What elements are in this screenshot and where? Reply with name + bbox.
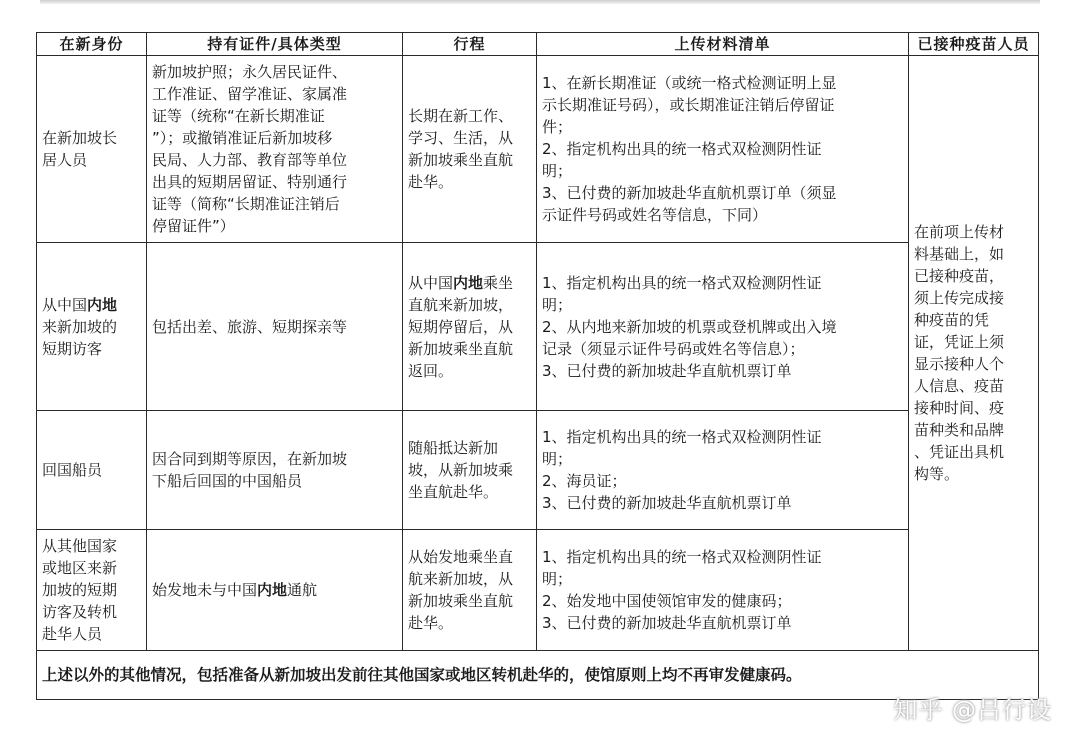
itinerary-cell: 随船抵达新加 坡，从新加坡乘 坐直航赴华。 — [403, 411, 537, 530]
identity-text: 来新加坡的 短期访客 — [42, 317, 118, 358]
materials-cell: 1、在新长期准证（或统一格式检测证明上显 示长期准证号码），或长期准证注销后停留证 件； 2、指定机构出具的统一格式双检测阴性证 明； 3、已付费的新加坡赴华直航机票订单（须显 示证件号码或姓名等信息，下同） — [537, 56, 909, 243]
identity-cell: 从其他国家 或地区来新 加坡的短期 访客及转机 赴华人员 — [37, 530, 147, 651]
certificate-cell: 新加坡护照；永久居民证件、 工作准证、留学准证、家属准 证等（统称“在新长期准证 ”）；或撤销准证后新加坡移 民局、人力部、教育部等单位 出具的短期居留证、特别通行 证等（简称“长期准证注销后 停留证件”） — [147, 56, 403, 243]
certificate-text: 始发地未与中国 — [152, 581, 258, 599]
footer-row — [37, 651, 1039, 700]
certificate-cell — [147, 530, 403, 651]
identity-emphasis: 内地 — [87, 295, 118, 314]
itinerary-text: 乘坐 直航来新加坡， 短期停留后，从 新加坡乘坐直航 返回。 — [408, 273, 514, 380]
header-itinerary: 行程 — [403, 33, 537, 56]
health-code-materials-table — [36, 32, 1039, 700]
materials-cell: 1、指定机构出具的统一格式双检测阴性证 明； 2、海员证； 3、已付费的新加坡赴华直航机票订单 — [537, 411, 909, 530]
identity-text: 从中国 — [42, 295, 88, 314]
zhihu-watermark: 知乎 @吕行设 — [893, 696, 1052, 724]
certificate-emphasis: 内地 — [257, 581, 288, 599]
itinerary-text: 从中国 — [408, 273, 454, 292]
certificate-text: 通航 — [287, 581, 318, 599]
itinerary-cell: 从始发地乘坐直 航来新加坡，从 新加坡乘坐直航 赴华。 — [403, 530, 537, 651]
header-vaccinated: 已接种疫苗人员 — [909, 33, 1039, 56]
table-row — [37, 411, 1039, 530]
table-row — [37, 243, 1039, 411]
page-top-edge — [40, 0, 1040, 4]
itinerary-cell: 长期在新工作、 学习、生活，从 新加坡乘坐直航 赴华。 — [403, 56, 537, 243]
materials-cell: 1、指定机构出具的统一格式双检测阴性证 明； 2、始发地中国使领馆审发的健康码； 3、已付费的新加坡赴华直航机票订单 — [537, 530, 909, 651]
header-row — [37, 33, 1039, 56]
identity-cell: 在新加坡长 居人员 — [37, 56, 147, 243]
itinerary-cell — [403, 243, 537, 411]
itinerary-emphasis: 内地 — [453, 273, 484, 292]
header-identity: 在新身份 — [37, 33, 147, 56]
table-row — [37, 530, 1039, 651]
footer-note: 上述以外的其他情况，包括准备从新加坡出发前往其他国家或地区转机赴华的，使馆原则上均不再审发健康码。 — [37, 651, 1039, 700]
materials-cell: 1、指定机构出具的统一格式双检测阴性证 明； 2、从内地来新加坡的机票或登机牌或出入境 记录（须显示证件号码或姓名等信息）； 3、已付费的新加坡赴华直航机票订单 — [537, 243, 909, 411]
vaccinated-cell: 在前项上传材 料基础上，如 已接种疫苗， 须上传完成接 种疫苗的凭 证，凭证上须 显示接种人个 人信息、疫苗 接种时间、疫 苗种类和品牌 、凭证出具机 构等。 — [909, 56, 1039, 651]
header-materials: 上传材料清单 — [537, 33, 909, 56]
certificate-cell: 包括出差、旅游、短期探亲等 — [147, 243, 403, 411]
identity-cell — [37, 243, 147, 411]
identity-cell: 回国船员 — [37, 411, 147, 530]
certificate-cell: 因合同到期等原因，在新加坡 下船后回国的中国船员 — [147, 411, 403, 530]
table-row — [37, 56, 1039, 243]
header-certificate: 持有证件/具体类型 — [147, 33, 403, 56]
